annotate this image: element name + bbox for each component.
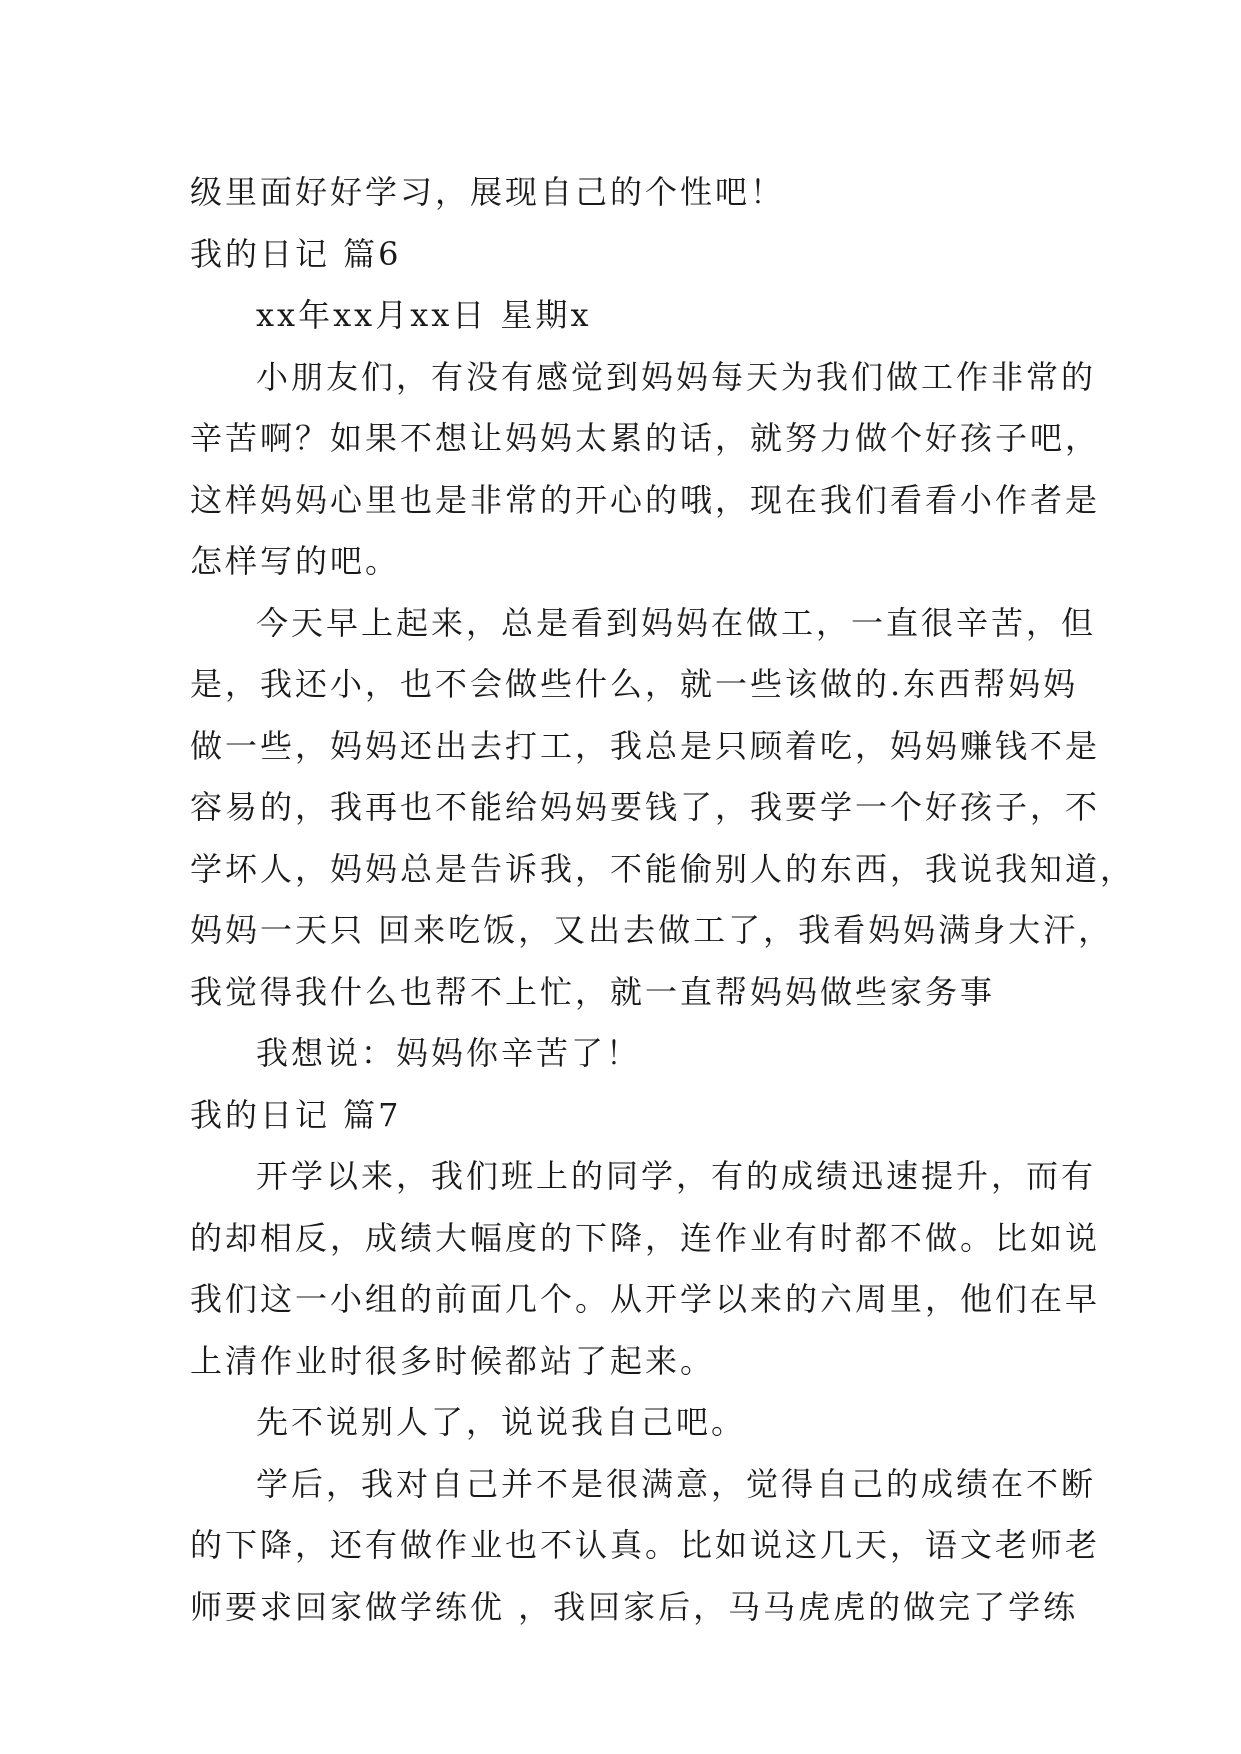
text-line: 级里面好好学习，展现自己的个性吧！ — [190, 173, 786, 211]
text-line: 学坏人，妈妈总是告诉我，不能偷别人的东西，我说我知道， — [190, 849, 1136, 888]
text-line: 我们这一小组的前面几个。从开学以来的六周里，他们在早 — [190, 1280, 1101, 1318]
text-line: 学后，我对自己并不是很满意，觉得自己的成绩在不断 — [256, 1464, 1097, 1503]
text-line: 怎样写的吧。 — [190, 542, 401, 580]
section-heading: 我的日记 篇6 — [190, 234, 402, 273]
text-line: 妈妈一天只 回来吃饭，又出去做工了，我看妈妈满身大汗， — [190, 911, 1114, 949]
text-line: 的却相反，成绩大幅度的下降，连作业有时都不做。比如说 — [190, 1218, 1101, 1257]
text-line: 是，我还小，也不会做些什么，就一些该做的.东西帮妈妈 — [190, 665, 1079, 703]
text-line: 师要求回家做学练优 ，我回家后，马马虎虎的做完了学练 — [190, 1587, 1079, 1626]
text-line: 容易的，我再也不能给妈妈要钱了，我要学一个好孩子，不 — [190, 788, 1101, 826]
text-line: 先不说别人了，说说我自己吧。 — [256, 1403, 747, 1441]
text-line: 辛苦啊？如果不想让妈妈太累的话，就努力做个好孩子吧， — [190, 419, 1101, 457]
text-line: 我觉得我什么也帮不上忙，就一直帮妈妈做些家务事 — [190, 972, 996, 1011]
date-line: xx年xx月xx日 星期x — [256, 296, 592, 334]
text-line: 今天早上起来，总是看到妈妈在做工，一直很辛苦，但 — [256, 603, 1097, 642]
text-line: 开学以来，我们班上的同学，有的成绩迅速提升，而有 — [256, 1157, 1097, 1195]
text-line: 做一些，妈妈还出去打工，我总是只顾着吃，妈妈赚钱不是 — [190, 726, 1101, 765]
text-line: 小朋友们，有没有感觉到妈妈每天为我们做工作非常的 — [256, 357, 1097, 396]
text-line: 这样妈妈心里也是非常的开心的哦，现在我们看看小作者是 — [190, 480, 1101, 519]
section-heading: 我的日记 篇7 — [190, 1095, 402, 1134]
text-line: 上清作业时很多时候都站了起来。 — [190, 1341, 716, 1380]
text-line: 的下降，还有做作业也不认真。比如说这几天，语文老师老 — [190, 1526, 1101, 1564]
document-body — [190, 162, 1136, 1638]
text-line: 我想说：妈妈你辛苦了！ — [256, 1034, 642, 1072]
